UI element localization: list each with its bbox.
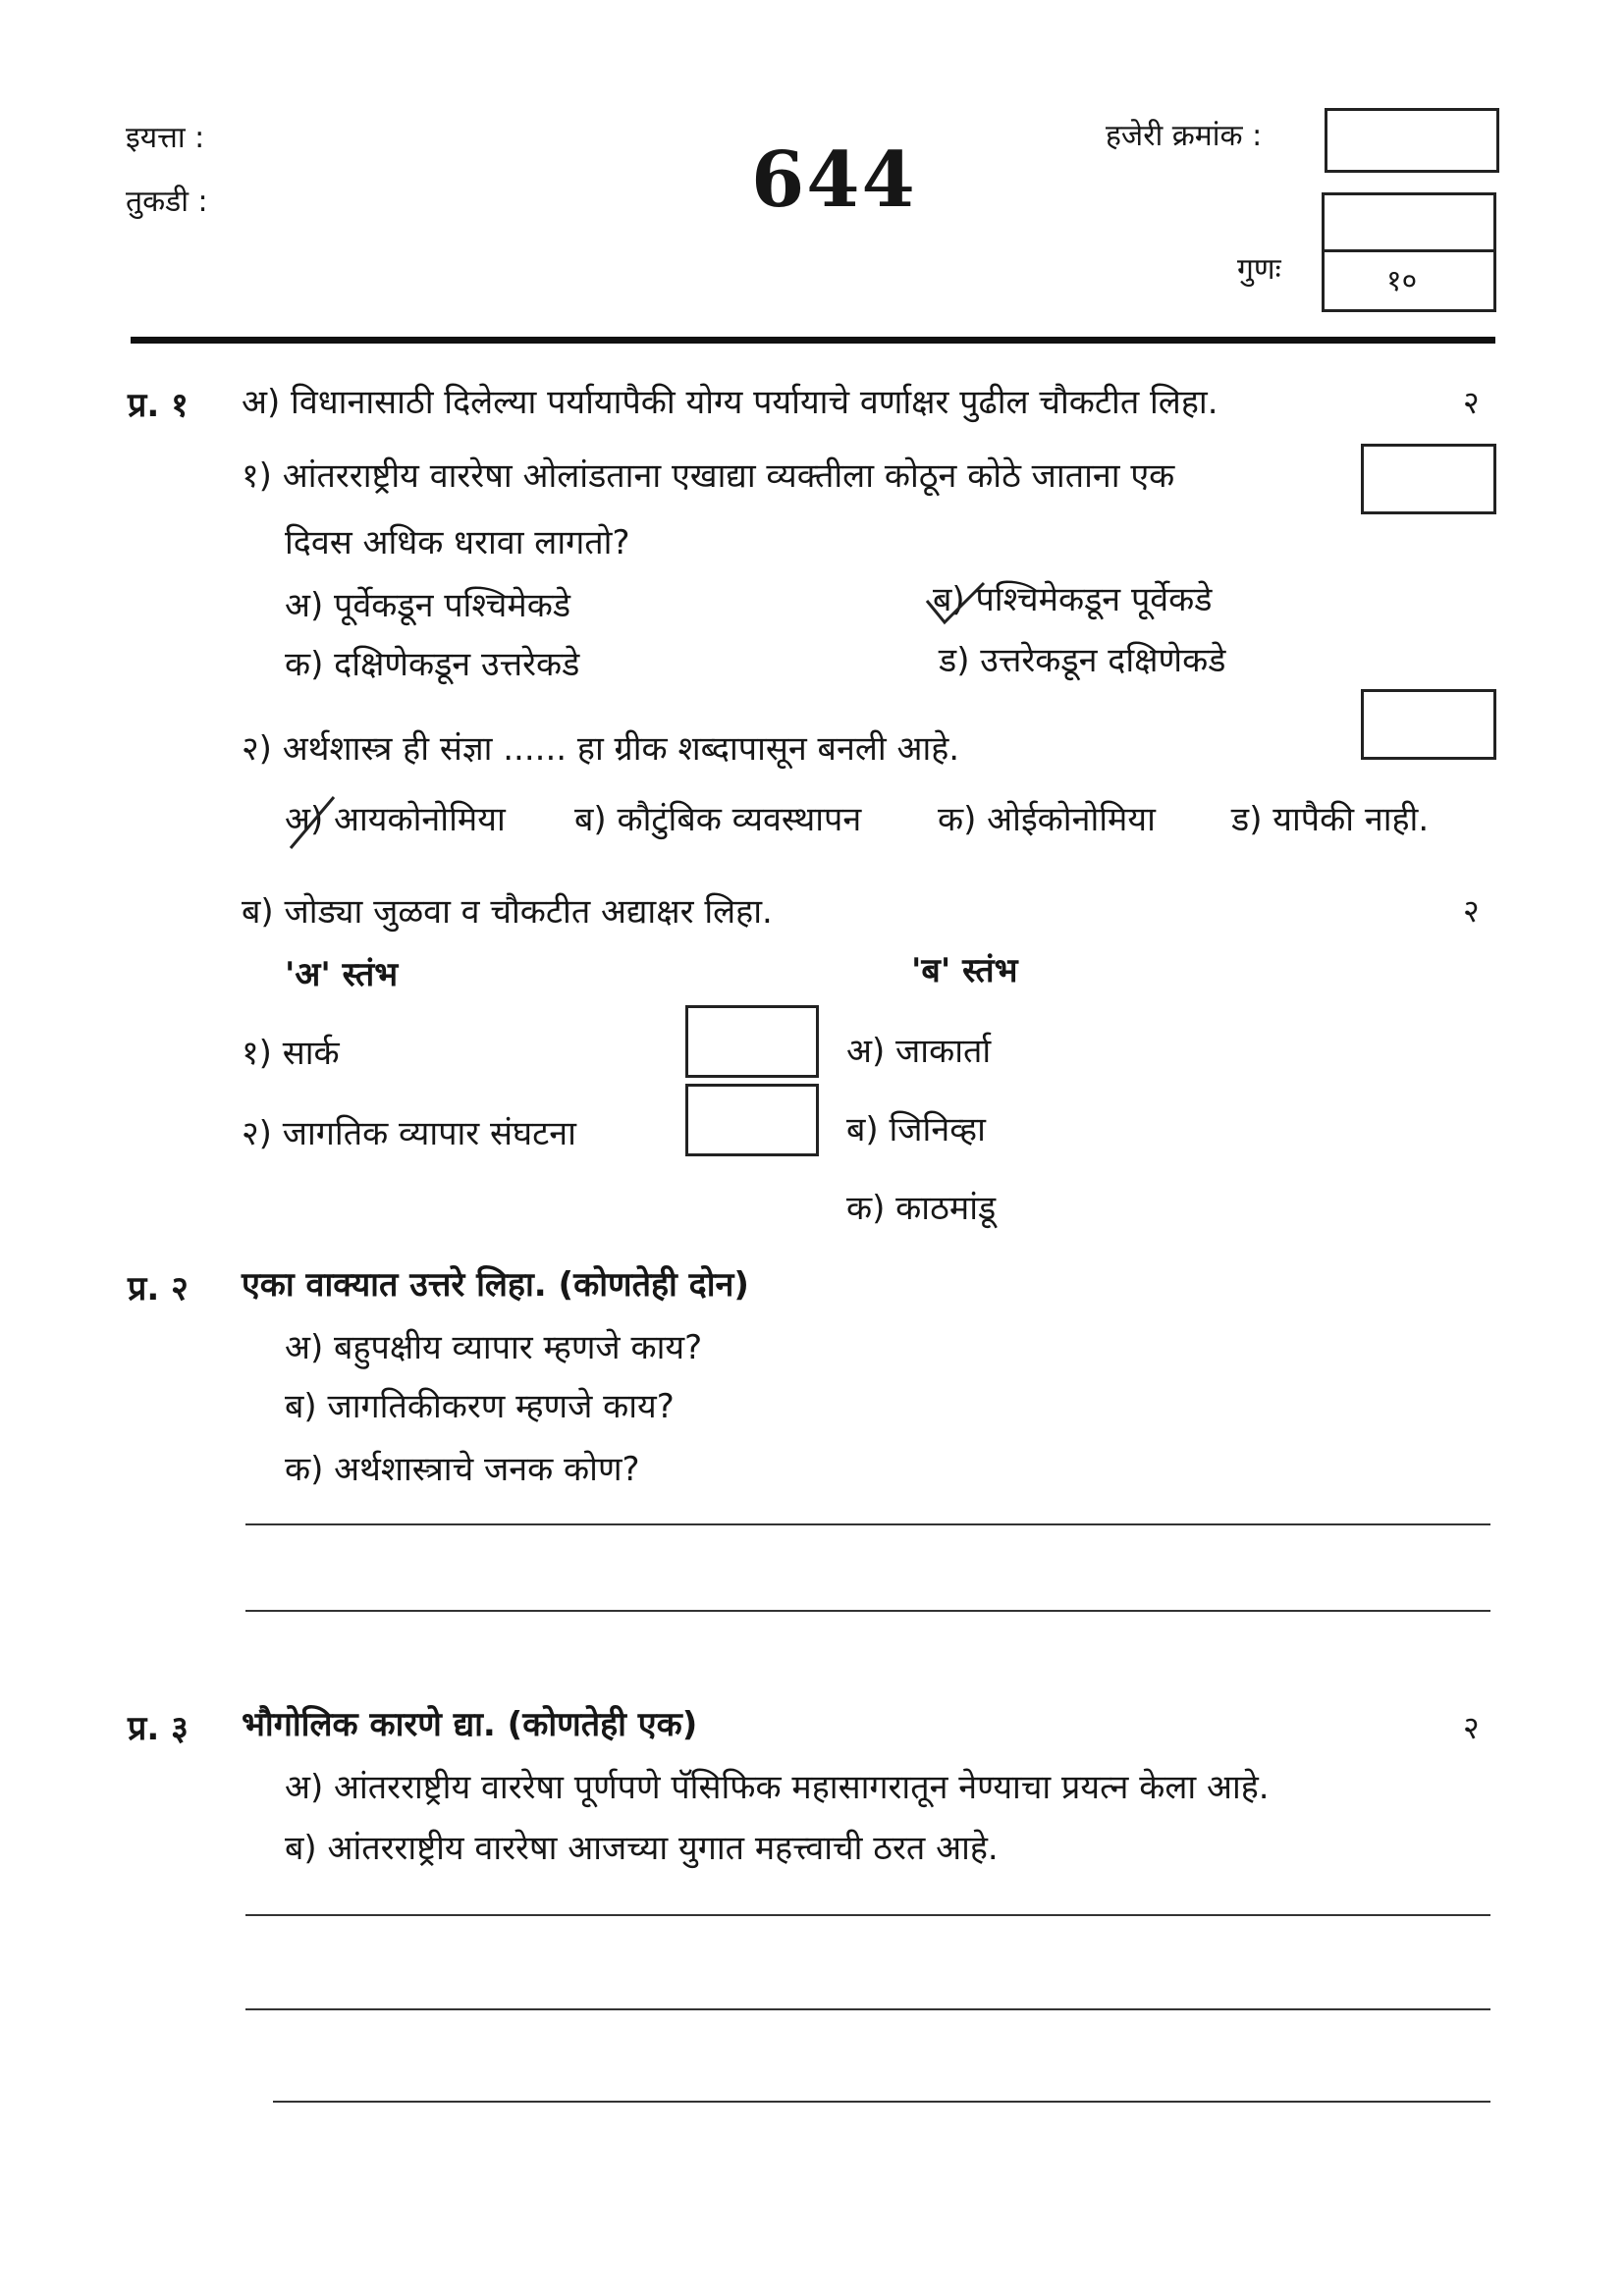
q1a-item1-line1: १) आंतरराष्ट्रीय वाररेषा ओलांडताना एखाद्या व्यक्तीला कोठून कोठे जाताना एक	[242, 456, 1175, 496]
q3-item-b: ब) आंतरराष्ट्रीय वाररेषा आजच्या युगात महत्त्वाची ठरत आहे.	[285, 1829, 999, 1868]
q1b-marks: २	[1463, 892, 1480, 930]
q1-number: प्र. १	[128, 386, 189, 425]
header-divider	[131, 337, 1495, 344]
col-b-header: 'ब' स्तंभ	[911, 951, 1018, 990]
match-box-2[interactable]	[685, 1084, 819, 1156]
q1b-instruction: ब) जोड्या जुळवा व चौकटीत अद्याक्षर लिहा.	[242, 892, 773, 932]
answer-line[interactable]	[245, 1914, 1490, 1916]
q3-item-a: अ) आंतरराष्ट्रीय वाररेषा पूर्णपणे पॅसिफिक महासागरातून नेण्याचा प्रयत्न केला आहे.	[285, 1768, 1270, 1807]
q1a-item1-answer-box[interactable]	[1361, 444, 1496, 514]
answer-line[interactable]	[245, 2008, 1490, 2010]
answer-line[interactable]	[245, 1523, 1490, 1525]
q3-marks: २	[1463, 1709, 1480, 1746]
q1a-marks: २	[1463, 384, 1480, 421]
col-a-item-2: २) जागतिक व्यापार संघटना	[242, 1114, 576, 1153]
q1a-instruction: अ) विधानासाठी दिलेल्या पर्यायापैकी योग्य पर्यायाचे वर्णाक्षर पुढील चौकटीत लिहा.	[242, 383, 1218, 422]
q1a-item1-line2: दिवस अधिक धरावा लागतो?	[285, 523, 630, 562]
roll-number-box[interactable]	[1325, 108, 1499, 173]
match-box-1[interactable]	[685, 1005, 819, 1078]
q2-number: प्र. २	[128, 1269, 189, 1308]
col-a-item-1: १) सार्क	[242, 1034, 340, 1073]
q1a-item1-option-d: ड) उत्तरेकडून दक्षिणेकडे	[939, 641, 1226, 680]
q1a-item1-option-b: ब) पश्चिमेकडून पूर्वेकडे	[933, 580, 1213, 619]
tick-mark-icon	[923, 579, 992, 628]
q3-instruction: भौगोलिक कारणे द्या. (कोणतेही एक)	[242, 1705, 698, 1744]
roll-number-label: हजेरी क्रमांक :	[1106, 119, 1263, 153]
q1a-item2-line1: २) अर्थशास्त्र ही संज्ञा ...... हा ग्रीक शब्दापासून बनली आहे.	[242, 729, 960, 769]
q2-instruction: एका वाक्यात उत्तरे लिहा. (कोणतेही दोन)	[242, 1265, 749, 1305]
col-b-item-1: अ) जाकार्ता	[846, 1032, 992, 1071]
q1a-item2-option-a: अ) आयकोनोमिया	[285, 800, 506, 839]
tukadi-label: तुकडी :	[126, 185, 208, 219]
q2-item-c: क) अर्थशास्त्राचे जनक कोण?	[285, 1450, 640, 1489]
marks-label: गुणः	[1237, 252, 1281, 287]
col-b-item-3: क) काठमांडू	[846, 1189, 997, 1228]
q2-item-b: ब) जागतिकीकरण म्हणजे काय?	[285, 1387, 675, 1426]
strike-mark-icon	[285, 793, 353, 852]
q2-item-a: अ) बहुपक्षीय व्यापार म्हणजे काय?	[285, 1328, 703, 1367]
q1a-item2-answer-box[interactable]	[1361, 689, 1496, 760]
col-a-header: 'अ' स्तंभ	[285, 955, 399, 994]
q3-number: प्र. ३	[128, 1709, 189, 1748]
total-marks-value: १०	[1386, 264, 1418, 298]
q1a-item2-option-c: क) ओईकोनोमिया	[938, 800, 1156, 839]
col-b-item-2: ब) जिनिव्हा	[846, 1110, 986, 1149]
q1a-item1-option-a: अ) पूर्वेकडून पश्चिमेकडे	[285, 586, 571, 625]
answer-line[interactable]	[245, 1610, 1490, 1612]
q1a-item1-option-c: क) दक्षिणेकडून उत्तरेकडे	[285, 645, 580, 684]
paper-number: 644	[751, 135, 917, 225]
iyatta-label: इयत्ता :	[126, 121, 205, 155]
marks-obtained-box[interactable]	[1322, 192, 1496, 255]
answer-line[interactable]	[273, 2101, 1490, 2103]
q1a-item2-option-b: ब) कौटुंबिक व्यवस्थापन	[574, 800, 862, 839]
q1a-item2-option-d: ड) यापैकी नाही.	[1231, 800, 1430, 839]
